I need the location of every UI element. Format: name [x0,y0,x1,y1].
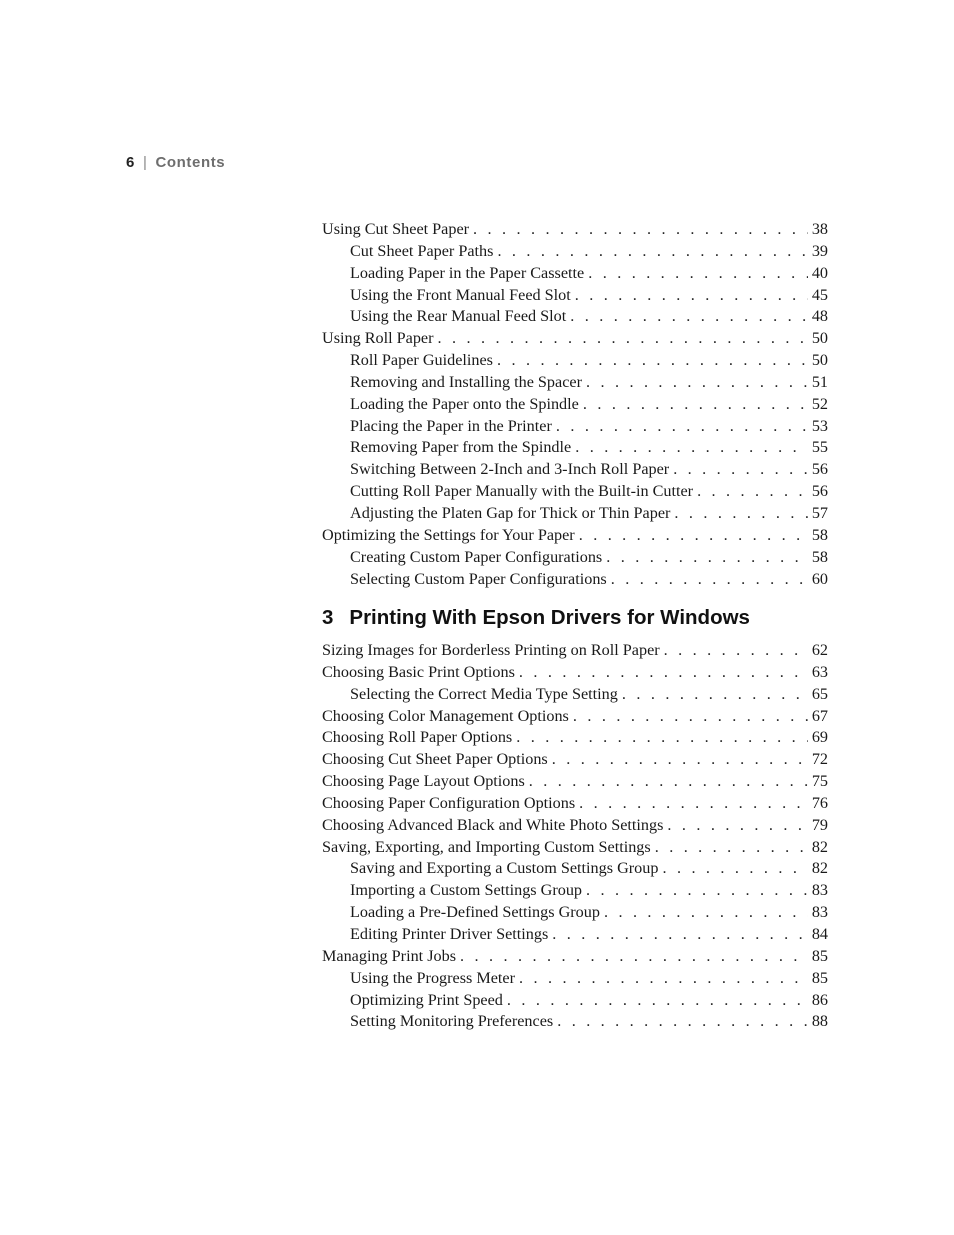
toc-entry-page-number: 85 [811,946,828,965]
toc-entry-page-number: 83 [811,881,828,900]
toc-entry-choosing-color-management-options[interactable] [322,706,828,728]
toc-entry-loading-a-pre-defined-settings-group[interactable] [322,902,828,924]
toc-entry-page-number: 79 [811,815,828,834]
toc-entry-page-number: 82 [811,837,828,856]
toc-entry-title: Choosing Color Management Options [322,706,569,725]
toc-entry-title: Editing Printer Driver Settings [350,924,549,943]
toc-entry-page-number: 82 [811,859,828,878]
toc-entry-title: Cut Sheet Paper Paths [350,241,494,260]
toc-entry-page-number: 83 [811,903,828,922]
toc-entry-title: Creating Custom Paper Configurations [350,547,603,566]
toc-entry-page-number: 75 [811,772,828,791]
toc-entry-importing-a-custom-settings-group[interactable] [322,880,828,902]
toc-entry-choosing-page-layout-options[interactable] [322,771,828,793]
toc-entry-title: Choosing Page Layout Options [322,772,525,791]
dot-leader [667,815,807,837]
toc-entry-title: Cutting Roll Paper Manually with the Built-in Cutter [350,482,694,501]
dot-leader [586,880,808,902]
toc-entry-title: Choosing Paper Configuration Options [322,793,576,812]
dot-leader [655,837,808,859]
toc-entry-choosing-paper-configuration-options[interactable] [322,793,828,815]
toc-entry-page-number: 50 [811,351,828,370]
toc-entry-page-number: 45 [811,285,828,304]
toc-entry-saving-and-exporting-a-custom-settings-group[interactable] [322,858,828,880]
dot-leader [588,263,808,285]
toc-entry-title: Choosing Advanced Black and White Photo Settings [322,815,664,834]
toc-entry-title: Removing and Installing the Spacer [350,372,582,391]
toc-entry-creating-custom-paper-configurations[interactable] [322,547,828,569]
dot-leader [497,241,807,263]
toc-entry-loading-the-paper-onto-the-spindle[interactable] [322,394,828,416]
toc-entry-page-number: 76 [811,793,828,812]
toc-entry-sizing-images-for-borderless-printing-on-roll-paper[interactable] [322,640,828,662]
toc-entry-page-number: 51 [811,372,828,391]
toc-entry-page-number: 86 [811,990,828,1009]
toc-entry-using-cut-sheet-paper[interactable] [322,219,828,241]
toc-entry-loading-paper-in-the-paper-cassette[interactable] [322,263,828,285]
dot-leader [516,727,808,749]
toc-entry-optimizing-the-settings-for-your-paper[interactable] [322,525,828,547]
dot-leader [557,1011,808,1033]
toc-entry-using-the-rear-manual-feed-slot[interactable] [322,306,828,328]
running-head-section: Contents [155,154,226,171]
dot-leader [697,481,808,503]
toc-entry-placing-the-paper-in-the-printer[interactable] [322,416,828,438]
toc-entry-title: Roll Paper Guidelines [350,351,493,370]
toc-entry-removing-and-installing-the-spacer[interactable] [322,372,828,394]
toc-entry-choosing-advanced-black-and-white-photo-settings[interactable] [322,815,828,837]
toc-entry-choosing-basic-print-options[interactable] [322,662,828,684]
toc-entry-page-number: 84 [811,924,828,943]
toc-entry-title: Setting Monitoring Preferences [350,1012,554,1031]
toc-entry-title: Loading the Paper onto the Spindle [350,394,579,413]
dot-leader [579,525,808,547]
dot-leader [622,684,808,706]
dot-leader [575,285,808,307]
toc-entry-title: Optimizing Print Speed [350,990,503,1009]
toc-entry-page-number: 58 [811,547,828,566]
toc-entry-title: Saving and Exporting a Custom Settings Group [350,859,659,878]
dot-leader [579,793,808,815]
toc-entry-page-number: 40 [811,263,828,282]
dot-leader [674,503,807,525]
page-number: 6 [126,154,135,171]
running-head [126,154,225,171]
toc-entry-page-number: 48 [811,307,828,326]
toc-entry-title: Saving, Exporting, and Importing Custom Settings [322,837,651,856]
toc-entry-title: Choosing Roll Paper Options [322,728,513,747]
toc-entry-choosing-roll-paper-options[interactable] [322,727,828,749]
toc-entry-title: Managing Print Jobs [322,946,456,965]
toc-entry-title: Choosing Cut Sheet Paper Options [322,750,548,769]
toc-entry-page-number: 56 [811,460,828,479]
toc-entry-using-roll-paper[interactable] [322,328,828,350]
toc-entry-title: Using Cut Sheet Paper [322,220,470,238]
chapter-title: Printing With Epson Drivers for Windows [349,606,750,629]
toc-entry-title: Adjusting the Platen Gap for Thick or Thin Paper [350,503,671,522]
toc-entry-title: Removing Paper from the Spindle [350,438,572,457]
toc-entry-page-number: 58 [811,525,828,544]
toc-entry-page-number: 56 [811,482,828,501]
toc-section-cut-sheet-and-roll [322,219,828,590]
toc-entry-cutting-roll-paper-manually-with-the-built-in-cutter[interactable] [322,481,828,503]
toc-entry-title: Loading Paper in the Paper Cassette [350,263,585,282]
toc-entry-cut-sheet-paper-paths[interactable] [322,241,828,263]
dot-leader [460,946,808,968]
dot-leader [664,640,808,662]
toc-entry-title: Optimizing the Settings for Your Paper [322,525,575,544]
toc-entry-adjusting-the-platen-gap-for-thick-or-thin-paper[interactable] [322,503,828,525]
toc-entry-title: Choosing Basic Print Options [322,662,515,681]
toc-entry-page-number: 69 [811,728,828,747]
toc-entry-removing-paper-from-the-spindle[interactable] [322,437,828,459]
toc-entry-title: Selecting Custom Paper Configurations [350,569,607,588]
toc-entry-editing-printer-driver-settings[interactable] [322,924,828,946]
toc-entry-title: Selecting the Correct Media Type Setting [350,684,618,703]
toc-entry-selecting-the-correct-media-type-setting[interactable] [322,684,828,706]
toc-entry-page-number: 67 [811,706,828,725]
toc-entry-title: Using the Front Manual Feed Slot [350,285,571,304]
toc-entry-switching-between-2-inch-and-3-inch-roll-paper[interactable] [322,459,828,481]
toc-entry-page-number: 72 [811,750,828,769]
dot-leader [438,328,808,350]
dot-leader [552,924,808,946]
toc-entry-page-number: 62 [811,641,828,659]
dot-leader [673,459,808,481]
toc-entry-page-number: 60 [811,569,828,588]
chapter-number: 3 [322,606,334,629]
dot-leader [662,858,807,880]
toc-entry-title: Placing the Paper in the Printer [350,416,552,435]
toc-entry-title: Using the Progress Meter [350,968,515,987]
dot-leader [606,547,808,569]
toc-entry-saving-exporting-and-importing-custom-settings[interactable] [322,837,828,859]
toc-entry-managing-print-jobs[interactable] [322,946,828,968]
toc-entry-setting-monitoring-preferences[interactable] [322,1011,828,1033]
toc-entry-page-number: 52 [811,394,828,413]
toc-entry-choosing-cut-sheet-paper-options[interactable] [322,749,828,771]
toc-entry-page-number: 88 [811,1012,828,1031]
toc-entry-optimizing-print-speed[interactable] [322,990,828,1012]
dot-leader [583,394,808,416]
toc-entry-page-number: 39 [811,241,828,260]
dot-leader [556,416,808,438]
toc-entry-title: Using the Rear Manual Feed Slot [350,307,567,326]
toc-entry-roll-paper-guidelines[interactable] [322,350,828,372]
toc-section-epson-drivers [322,640,828,1033]
toc-entry-page-number: 50 [811,329,828,348]
dot-leader [573,706,808,728]
dot-leader [519,968,808,990]
toc-entry-title: Switching Between 2-Inch and 3-Inch Roll Paper [350,460,670,479]
toc-entry-title: Sizing Images for Borderless Printing on Roll Paper [322,641,660,659]
toc-entry-page-number: 57 [811,503,828,522]
toc-entry-page-number: 65 [811,684,828,703]
toc-entry-page-number: 38 [811,220,828,238]
toc-entry-title: Importing a Custom Settings Group [350,881,583,900]
toc-entry-selecting-custom-paper-configurations[interactable] [322,569,828,591]
toc-entry-using-the-progress-meter[interactable] [322,968,828,990]
toc-entry-page-number: 53 [811,416,828,435]
dot-leader [611,569,808,591]
toc-entry-page-number: 63 [811,662,828,681]
dot-leader [473,219,808,241]
dot-leader [570,306,808,328]
toc-entry-using-the-front-manual-feed-slot[interactable] [322,285,828,307]
dot-leader [507,990,808,1012]
toc-entry-title: Loading a Pre-Defined Settings Group [350,903,600,922]
dot-leader [529,771,808,793]
dot-leader [575,437,808,459]
dot-leader [519,662,808,684]
dot-leader [604,902,808,924]
dot-leader [586,372,808,394]
toc-entry-title: Using Roll Paper [322,329,434,348]
chapter-heading [322,606,750,630]
toc-entry-page-number: 85 [811,968,828,987]
dot-leader [552,749,808,771]
running-head-separator: | [142,154,148,171]
dot-leader [497,350,808,372]
toc-entry-page-number: 55 [811,438,828,457]
